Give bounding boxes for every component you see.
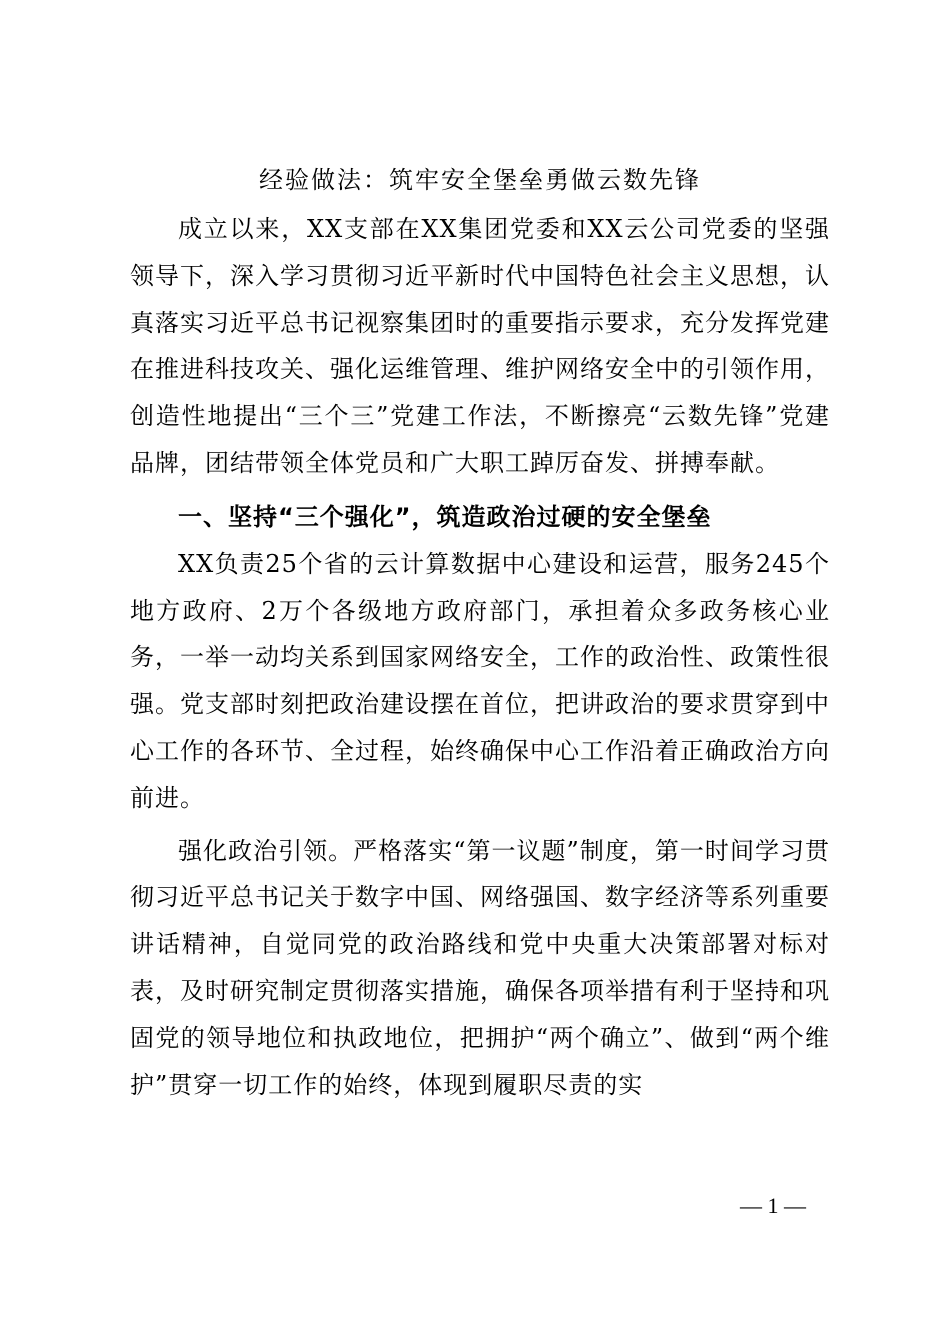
page-number: — 1 — (740, 1193, 806, 1218)
body-paragraph: XX负责25个省的云计算数据中心建设和运营，服务245个地方政府、2万个各级地方政府部门，承担着众多政务核心业务，一举一动均关系到国家网络安全，工作的政治性、政策性很强。党支部时刻把政治建设摆在首位，把讲政治的要求贯穿到中心工作的各环节、全过程，始终确保中心工作沿着正确政治方向前进。 (130, 549, 830, 812)
document-title: 经验做法：筑牢安全堡垒勇做云数先锋 (259, 166, 701, 194)
body-paragraph: 强化政治引领。严格落实“第一议题”制度，第一时间学习贯彻习近平总书记关于数字中国、网络强国、数字经济等系列重要讲话精神，自觉同党的政治路线和党中央重大决策部署对标对表，及时研究制定贯彻落实措施，确保各项举措有利于坚持和巩固党的领导地位和执政地位，把拥护“两个确立”、做到“两个维护”贯穿一切工作的始终，体现到履职尽责的实 (130, 836, 830, 1099)
document-body (130, 158, 830, 1108)
intro-paragraph: 成立以来，XX支部在XX集团党委和XX云公司党委的坚强领导下，深入学习贯彻习近平新时代中国特色社会主义思想，认真落实习近平总书记视察集团时的重要指示要求，充分发挥党建在推进科技攻关、强化运维管理、维护网络安全中的引领作用，创造性地提出“三个三”党建工作法，不断擦亮“云数先锋”党建品牌，团结带领全体党员和广大职工踔厉奋发、拼搏奉献。 (130, 215, 830, 477)
section-heading: 一、坚持“三个强化”，筑造政治过硬的安全堡垒 (178, 502, 712, 531)
